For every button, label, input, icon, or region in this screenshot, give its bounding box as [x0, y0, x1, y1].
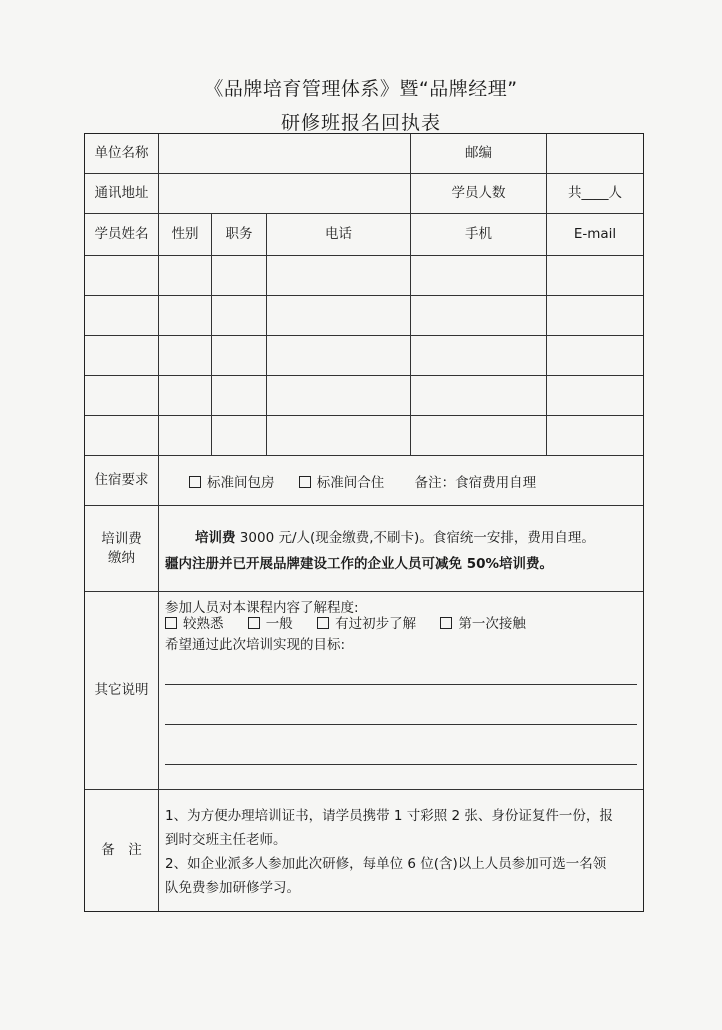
address-field[interactable] — [159, 174, 410, 213]
other-goal: 希望通过此次培训实现的目标: — [165, 637, 346, 653]
header-phone: 电话 — [325, 226, 352, 243]
address-label: 通讯地址 — [94, 185, 149, 202]
goal-line-2[interactable] — [165, 724, 637, 725]
fee-label — [85, 506, 158, 591]
checkbox-icon[interactable] — [299, 476, 311, 488]
notes-label: 备 注 — [101, 842, 142, 859]
header-gender: 性别 — [171, 226, 199, 243]
goal-line-1[interactable] — [165, 684, 637, 685]
student-count-field[interactable]: 共____人 — [568, 185, 622, 202]
option-basic[interactable] — [317, 616, 416, 632]
goal-line-3[interactable] — [165, 764, 637, 765]
option-single-room[interactable] — [189, 475, 275, 491]
other-question: 参加人员对本课程内容了解程度: — [165, 600, 359, 616]
checkbox-icon[interactable] — [248, 617, 260, 629]
header-email: E-mail — [573, 226, 617, 243]
accommodation-options — [189, 471, 536, 491]
header-position: 职务 — [225, 226, 253, 243]
header-name: 学员姓名 — [94, 226, 149, 243]
option-shared-room[interactable] — [299, 475, 385, 491]
familiarity-options — [165, 612, 526, 632]
header-mobile: 手机 — [465, 226, 492, 243]
option-average[interactable] — [248, 616, 293, 632]
option-single-room-label: 标准间包房 — [207, 475, 275, 491]
option-familiar[interactable] — [165, 616, 224, 632]
option-first-time-label: 第一次接触 — [458, 616, 526, 632]
fee-bold-lead: 培训费 — [195, 530, 236, 546]
accommodation-label: 住宿要求 — [94, 472, 149, 489]
checkbox-icon[interactable] — [317, 617, 329, 629]
checkbox-icon[interactable] — [440, 617, 452, 629]
fee-label-line1: 培训费 — [101, 531, 142, 548]
option-basic-label: 有过初步了解 — [335, 616, 417, 632]
notes-line-4: 队免费参加研修学习。 — [165, 880, 300, 896]
fee-label-line2: 缴纳 — [108, 549, 135, 566]
checkbox-icon[interactable] — [165, 617, 177, 629]
checkbox-icon[interactable] — [189, 476, 201, 488]
fee-text1: 3000 元/人(现金缴费,不刷卡)。食宿统一安排，费用自理。 — [239, 530, 595, 546]
option-average-label: 一般 — [265, 616, 293, 632]
fee-discount-text: 疆内注册并已开展品牌建设工作的企业人员可减免 50%培训费。 — [165, 556, 554, 572]
postcode-label: 邮编 — [465, 145, 492, 162]
postcode-field[interactable] — [547, 134, 643, 173]
notes-line-3: 2、如企业派多人参加此次研修，每单位 6 位(含)以上人员参加可选一名领 — [165, 856, 607, 872]
option-familiar-label: 较熟悉 — [183, 616, 224, 632]
student-count-label: 学员人数 — [451, 185, 506, 202]
accommodation-remark: 备注：食宿费用自理 — [414, 475, 537, 491]
notes-content — [165, 804, 639, 900]
option-shared-room-label: 标准间合住 — [316, 475, 385, 491]
notes-line-2: 到时交班主任老师。 — [165, 832, 287, 848]
unit-name-label: 单位名称 — [94, 145, 149, 162]
option-first-time[interactable] — [440, 616, 526, 632]
registration-form — [84, 133, 644, 912]
form-subtitle: 研修班报名回执表 — [280, 112, 441, 134]
form-title: 《品牌培育管理体系》暨“品牌经理” — [204, 78, 518, 100]
unit-name-field[interactable] — [159, 134, 410, 173]
other-label: 其它说明 — [94, 682, 149, 699]
fee-text-line1 — [195, 526, 595, 546]
notes-line-1: 1、为方便办理培训证书，请学员携带 1 寸彩照 2 张、身份证复件一份，报 — [165, 808, 613, 824]
